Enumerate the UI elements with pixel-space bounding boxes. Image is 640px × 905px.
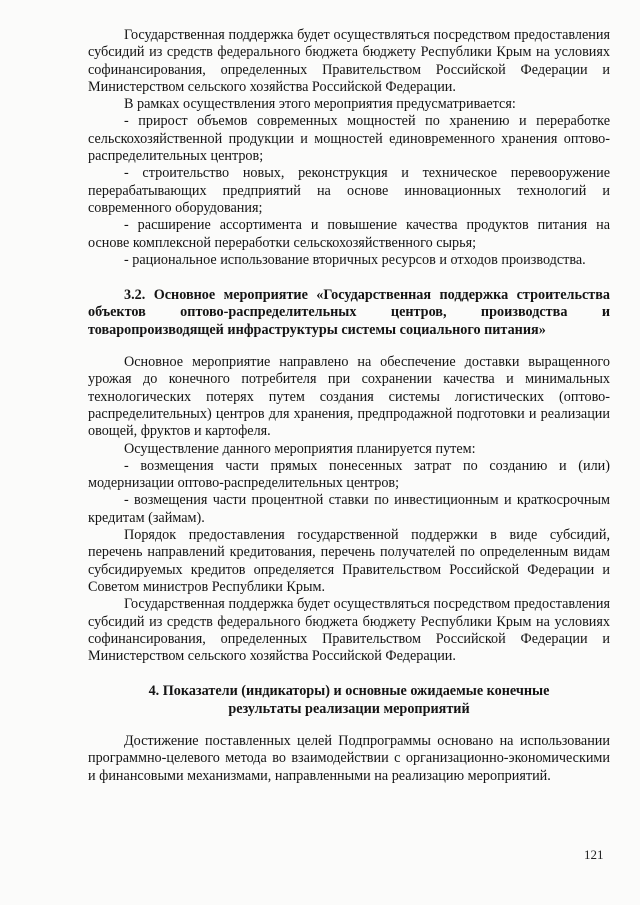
- paragraph-goals-achievement: Достижение поставленных целей Подпрограммы основано на использовании программно-целевого метода во взаимодействии с организационно-экономическими и финансовыми механизмами, направленными на реализацию мероприятий.: [88, 732, 610, 784]
- list-item-cost-compensation: - возмещения части прямых понесенных затрат по созданию и (или) модернизации оптово-распределительных центров;: [88, 457, 610, 492]
- section-4-heading-line1: 4. Показатели (индикаторы) и основные ожидаемые конечные: [148, 683, 550, 700]
- paragraph-main-measure: Основное мероприятие направлено на обеспечение доставки выращенного урожая до конечного потребителя при сохранении качества и минимальных технологических потерях путем создания системы логистических (оптово-распределительных) центров для хранения, предпродажной подготовки и реализации овощей, фруктов и картофеля.: [88, 354, 610, 440]
- list-item-construction: - строительство новых, реконструкция и техническое перевооружение перерабатывающих предприятий на основе инновационных технологий и современного оборудования;: [88, 165, 610, 216]
- paragraph-subsidy-procedure: Порядок предоставления государственной поддержки в виде субсидий, перечень направлений кредитования, перечень получателей по определенным видам субсидируемых кредитов определяется Правительством Российской Федерации и Советом министров Республики Крым.: [88, 527, 610, 595]
- paragraph-state-support-repeat: Государственная поддержка будет осуществляться посредством предоставления субсидий из средств федерального бюджета бюджету Республики Крым на условиях софинансирования, определенных Правительством Российской Федерации и Министерством сельского хозяйства Российской Федерации.: [88, 596, 610, 665]
- paragraph-implementation-intro: Осуществление данного мероприятия планируется путем:: [124, 440, 476, 457]
- section-4-heading-line2: результаты реализации мероприятий: [228, 700, 470, 717]
- section-4-heading: [88, 683, 610, 718]
- paragraph-measures-intro: В рамках осуществления этого мероприятия предусматривается:: [124, 96, 516, 113]
- section-3-2-heading: 3.2. Основное мероприятие «Государственная поддержка строительства объектов оптово-распределительных центров, производства и товаропроизводящей инфраструктуры системы социального питания»: [88, 287, 610, 338]
- list-item-interest-compensation: - возмещения части процентной ставки по инвестиционным и краткосрочным кредитам (займам).: [88, 492, 610, 526]
- document-body: [88, 27, 610, 785]
- paragraph-state-support: Государственная поддержка будет осуществляться посредством предоставления субсидий из средств федерального бюджета бюджету Республики Крым на условиях софинансирования, определенных Правительством Российской Федерации и Министерством сельского хозяйства Российской Федерации.: [88, 27, 610, 95]
- list-item-rational-use: - рациональное использование вторичных ресурсов и отходов производства.: [124, 251, 586, 268]
- page-number: 121: [584, 847, 604, 862]
- list-item-capacity-growth: - прирост объемов современных мощностей по хранению и переработке сельскохозяйственной продукции и мощностей единовременного хранения оптово-распределительных центров;: [88, 113, 610, 165]
- list-item-assortment: - расширение ассортимента и повышение качества продуктов питания на основе комплексной переработки сельскохозяйственного сырья;: [88, 217, 610, 251]
